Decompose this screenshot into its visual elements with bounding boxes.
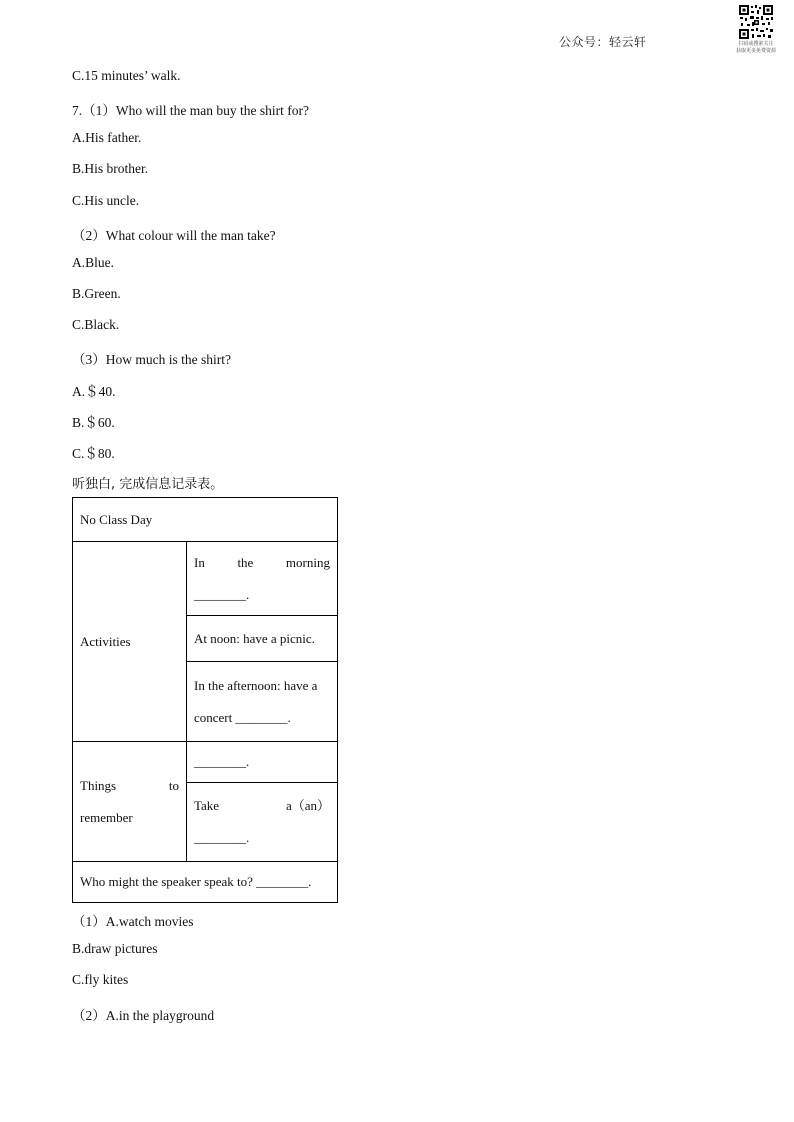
- question-line: 7.（1）Who will the man buy the shirt for?: [72, 103, 309, 118]
- remember-label-cell: [73, 742, 187, 862]
- option-line: C.Black.: [72, 317, 120, 332]
- afternoon-line: concert ________.: [194, 709, 291, 725]
- remember-word: to: [168, 777, 179, 793]
- info-record-table: [72, 497, 338, 903]
- option-line: （2）A.in the playground: [72, 1008, 215, 1023]
- morning-word: the: [237, 554, 254, 570]
- qr-caption-2: 获取更多免费资源: [735, 48, 776, 54]
- noon-cell: At noon: have a picnic.: [187, 616, 338, 662]
- take-word: Take: [194, 798, 220, 813]
- activities-label: Activities: [73, 542, 187, 742]
- option-line: C.＄80.: [72, 446, 115, 461]
- question-line: （2）What colour will the man take?: [72, 228, 276, 243]
- question-line: C.15 minutes’ walk.: [72, 68, 181, 83]
- option-line: B.His brother.: [72, 161, 149, 176]
- morning-word: In: [194, 554, 205, 570]
- option-line: C.fly kites: [72, 972, 129, 987]
- option-line: A.Blue.: [72, 255, 114, 270]
- afternoon-line: In the afternoon: have a: [194, 677, 318, 693]
- option-line: B.draw pictures: [72, 941, 158, 956]
- option-line: C.His uncle.: [72, 193, 140, 208]
- header-brand: 公众号：轻云轩: [559, 35, 647, 49]
- option-line: A.＄40.: [72, 384, 116, 399]
- afternoon-cell: [187, 662, 338, 742]
- table-title: No Class Day: [73, 498, 338, 542]
- option-line: （1）A.watch movies: [72, 914, 194, 929]
- remember-blank-cell: ________.: [187, 742, 338, 783]
- morning-cell: [187, 542, 338, 616]
- take-blank: ________.: [194, 830, 250, 845]
- take-word: a（an）: [285, 798, 330, 813]
- option-line: B.＄60.: [72, 415, 115, 430]
- qr-caption-1: 扫码或搜索关注: [738, 41, 774, 47]
- morning-blank: ________.: [194, 586, 250, 602]
- table-footer: Who might the speaker speak to? ________.: [73, 862, 338, 903]
- take-cell: [187, 783, 338, 862]
- qr-code-icon: [738, 4, 774, 40]
- qr-code-block: [726, 4, 786, 54]
- question-line: （3）How much is the shirt?: [72, 352, 231, 367]
- morning-word: morning: [285, 554, 330, 570]
- remember-word: Things: [80, 777, 117, 793]
- section-instruction: 听独白, 完成信息记录表。: [72, 477, 224, 492]
- remember-word: remember: [80, 809, 133, 825]
- option-line: B.Green.: [72, 286, 121, 301]
- option-line: A.His father.: [72, 130, 142, 145]
